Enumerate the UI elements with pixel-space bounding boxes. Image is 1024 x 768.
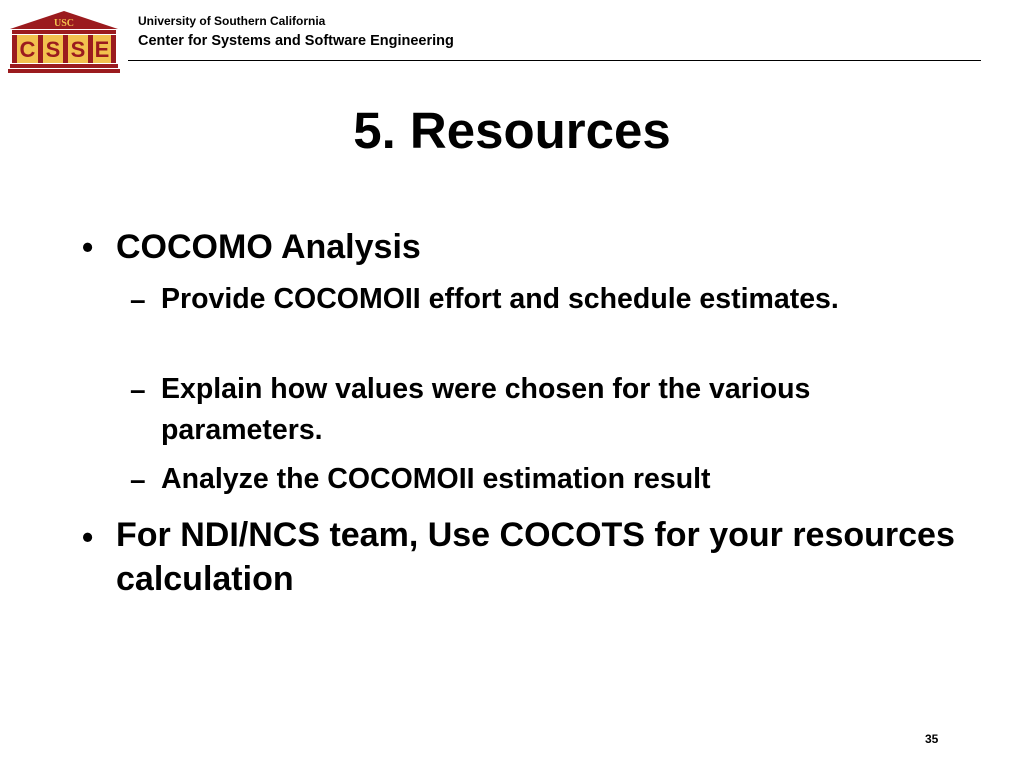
bullet-cocomo-analysis: COCOMO Analysis xyxy=(116,228,421,266)
sub-bullet-provide-estimates: Provide COCOMOII effort and schedule estimates. xyxy=(161,283,839,315)
logo-letter-s1: S xyxy=(45,37,61,62)
logo-letter-s2: S xyxy=(70,37,86,62)
bullet-ndi-ncs-team: For NDI/NCS team, Use COCOTS for your resources calculation xyxy=(116,516,955,598)
slide-title: 5. Resources xyxy=(353,102,671,159)
header-divider xyxy=(128,60,981,61)
logo-letter-c: C xyxy=(19,37,36,62)
sub-bullet-marker: – xyxy=(130,374,146,405)
bullet-marker: • xyxy=(82,229,94,265)
logo-letter-e: E xyxy=(94,37,110,62)
sub-bullet-explain-values: Explain how values were chosen for the various parameters. xyxy=(161,373,811,446)
logo-usc-text: USC xyxy=(53,18,75,29)
sub-bullet-marker: – xyxy=(130,284,146,315)
organization-name: University of Southern California xyxy=(138,14,326,28)
page-number: 35 xyxy=(925,732,939,746)
csse-logo xyxy=(8,10,120,74)
bullet-marker: • xyxy=(82,519,94,555)
center-name: Center for Systems and Software Engineering xyxy=(138,33,454,49)
csse-building-icon xyxy=(8,10,120,74)
sub-bullet-analyze-result: Analyze the COCOMOII estimation result xyxy=(161,463,711,495)
sub-bullet-marker: – xyxy=(130,464,146,495)
